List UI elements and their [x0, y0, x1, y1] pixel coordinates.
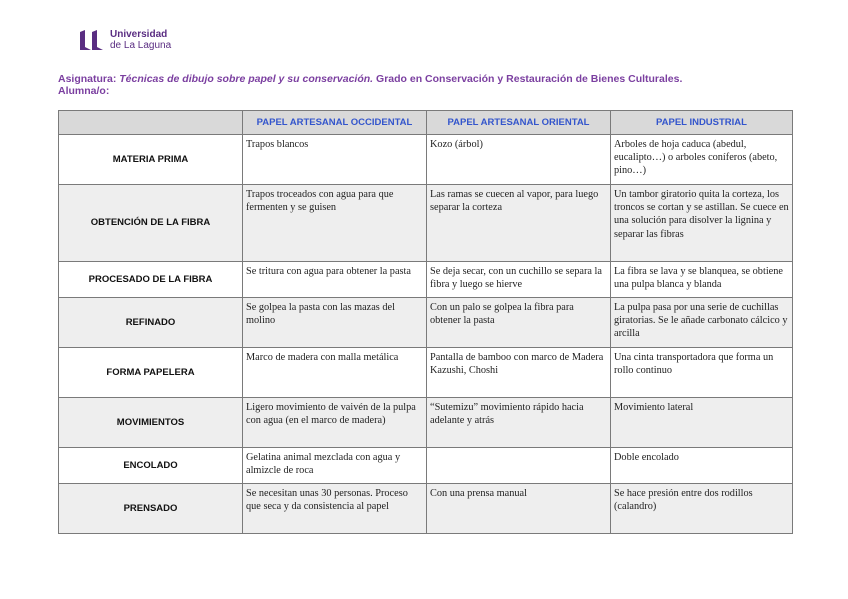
table-cell: Trapos blancos — [243, 135, 427, 185]
table-row — [59, 262, 793, 298]
table-row — [59, 448, 793, 484]
row-header: OBTENCIÓN DE LA FIBRA — [59, 185, 243, 262]
row-header: REFINADO — [59, 298, 243, 348]
table-header-row — [59, 111, 793, 135]
table-row — [59, 398, 793, 448]
table-cell — [427, 448, 611, 484]
table-cell: Un tambor giratorio quita la corteza, los troncos se cortan y se astillan. Se cuece en una solución para disolver la lignina y separar las fibras — [611, 185, 793, 262]
table-row — [59, 135, 793, 185]
table-cell: La fibra se lava y se blanquea, se obtiene una pulpa blanca y blanda — [611, 262, 793, 298]
table-cell: Con un palo se golpea la fibra para obtener la pasta — [427, 298, 611, 348]
table-cell: Movimiento lateral — [611, 398, 793, 448]
table-cell: Se necesitan unas 30 personas. Proceso que seca y da consistencia al papel — [243, 484, 427, 534]
table-row — [59, 348, 793, 398]
row-header: ENCOLADO — [59, 448, 243, 484]
subject-title: Técnicas de dibujo sobre papel y su conservación. — [119, 73, 374, 85]
table-row — [59, 484, 793, 534]
table-cell: Marco de madera con malla metálica — [243, 348, 427, 398]
table-cell: Con una prensa manual — [427, 484, 611, 534]
table-cell: La pulpa pasa por una serie de cuchillas giratorias. Se le añade carbonato cálcico y arcilla — [611, 298, 793, 348]
column-header: PAPEL INDUSTRIAL — [611, 111, 793, 135]
table-cell: Arboles de hoja caduca (abedul, eucalipto…) o arboles coníferos (abeto, pino…) — [611, 135, 793, 185]
table-cell: Se tritura con agua para obtener la pasta — [243, 262, 427, 298]
table-row — [59, 185, 793, 262]
degree-text: Grado en Conservación y Restauración de Bienes Culturales. — [373, 73, 683, 85]
comparison-table — [58, 110, 793, 534]
row-header: FORMA PAPELERA — [59, 348, 243, 398]
table-cell: Ligero movimiento de vaivén de la pulpa con agua (en el marco de madera) — [243, 398, 427, 448]
table-corner-cell — [59, 111, 243, 135]
column-header: PAPEL ARTESANAL ORIENTAL — [427, 111, 611, 135]
document-heading — [58, 73, 682, 97]
row-header: MATERIA PRIMA — [59, 135, 243, 185]
university-name — [110, 29, 171, 51]
table-cell: Se hace presión entre dos rodillos (calandro) — [611, 484, 793, 534]
university-name-line2: de La Laguna — [110, 40, 172, 51]
table-cell: Una cinta transportadora que forma un rollo continuo — [611, 348, 793, 398]
subject-line — [58, 73, 682, 85]
subject-label: Asignatura: — [58, 73, 120, 85]
table-cell: Se golpea la pasta con las mazas del molino — [243, 298, 427, 348]
table-cell: Las ramas se cuecen al vapor, para luego separar la corteza — [427, 185, 611, 262]
table-cell: Kozo (árbol) — [427, 135, 611, 185]
table-row — [59, 298, 793, 348]
student-label: Alumna/o: — [58, 85, 110, 97]
table-cell: Se deja secar, con un cuchillo se separa la fibra y luego se hierve — [427, 262, 611, 298]
table-cell: Gelatina animal mezclada con agua y almizcle de roca — [243, 448, 427, 484]
row-header: PRENSADO — [59, 484, 243, 534]
row-header: MOVIMIENTOS — [59, 398, 243, 448]
university-name-line1: Universidad — [110, 29, 168, 40]
university-logo-mark-icon — [78, 29, 104, 51]
table-cell: Pantalla de bamboo con marco de Madera Kazushi, Choshi — [427, 348, 611, 398]
table-cell: Trapos troceados con agua para que fermenten y se guisen — [243, 185, 427, 262]
column-header: PAPEL ARTESANAL OCCIDENTAL — [243, 111, 427, 135]
table-cell: Doble encolado — [611, 448, 793, 484]
row-header: PROCESADO DE LA FIBRA — [59, 262, 243, 298]
table-cell: “Sutemizu” movimiento rápido hacia adelante y atrás — [427, 398, 611, 448]
university-logo — [78, 29, 171, 51]
